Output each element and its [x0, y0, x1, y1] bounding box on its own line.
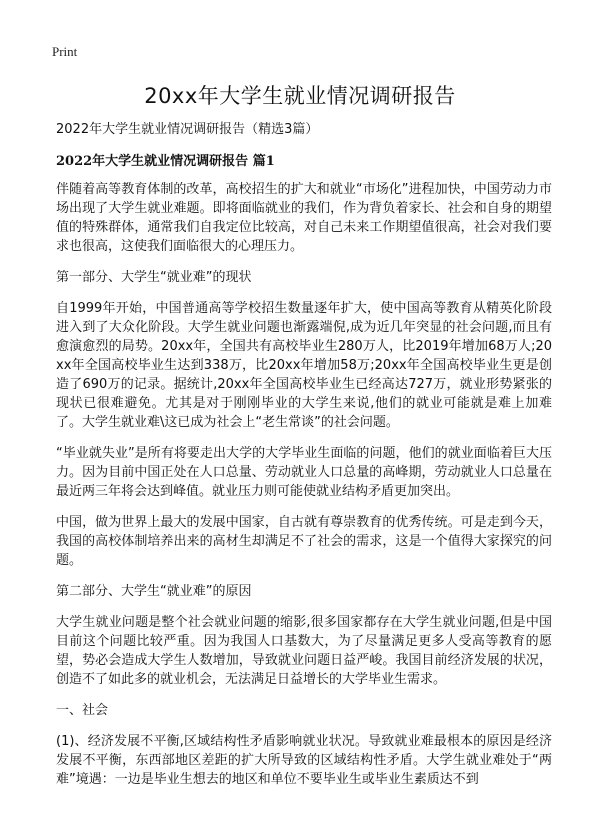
page-title: 20xx年大学生就业情况调研报告 — [144, 84, 456, 108]
document-body — [56, 120, 552, 801]
section-heading-society: 一、社会 — [56, 703, 109, 718]
paragraph-reasons: 大学生就业问题是整个社会就业问题的缩影,很多国家都存在大学生就业问题,但是中国目前这个问题比较严重。因为我国人口基数大，为了尽量满足更多人受高等教育的愿望，势必会造成大学生人数增加，导致就业问题日益严峻。我国目前经济发展的状况，创造不了如此多的就业机会，无法满足日益增长的大学毕业生需求。 — [56, 615, 552, 687]
paragraph-intro: 伴随着高等教育体制的改革，高校招生的扩大和就业“市场化”进程加快，中国劳动力市场出现了大学生就业难题。即将面临就业的我们，作为背负着家长、社会和自身的期望值的特殊群体，通常我们自我定位比较高，对自己未来工作期望值很高，社会对我们要求也很高，这使我们面临很大的心理压力。 — [56, 182, 552, 254]
print-label: Print — [52, 44, 78, 59]
article-heading: 2022年大学生就业情况调研报告 篇1 — [56, 154, 275, 169]
document-subtitle: 2022年大学生就业情况调研报告（精选3篇） — [56, 122, 319, 137]
paragraph-economy: (1)、经济发展不平衡,区域结构性矛盾影响就业状况。导致就业难最根本的原因是经济发展不平衡，东西部地区差距的扩大所导致的区域结构性矛盾。大学生就业难处于“两难”境遇：一边是毕业生想去的地区和单位不要毕业生或毕业生素质达不到 — [56, 734, 552, 787]
paragraph-unemployment: “毕业就失业”是所有将要走出大学的大学毕业生面临的问题，他们的就业面临着巨大压力。因为目前中国正处在人口总量、劳动就业人口总量的高峰期，劳动就业人口总量在最近两三年将会达到峰值。就业压力则可能使就业结构矛盾更加突出。 — [56, 446, 552, 499]
section-heading-part1: 第一部分、大学生“就业难”的现状 — [56, 270, 252, 285]
section-heading-part2: 第二部分、大学生“就业难”的原因 — [56, 584, 252, 599]
paragraph-status: 自1999年开始，中国普通高等学校招生数量逐年扩大，使中国高等教育从精英化阶段进入到了大众化阶段。大学生就业问题也渐露端倪,成为近几年突显的社会问题,而且有愈演愈烈的局势。20xx年，全国共有高校毕业生280万人，比2019年增加68万人;20xx年全国高校毕业生达到338万，比20xx年增加58万;20xx年全国高校毕业生更是创造了690万的记录。据统计,20xx年全国高校毕业生已经高达727万，就业形势紧张的现状已很难避免。尤其是对于刚刚毕业的大学生来说,他们的就业可能就是难上加难了。大学生就业难\这已成为社会上“老生常谈”的社会问题。 — [56, 301, 552, 430]
paragraph-china: 中国，做为世界上最大的发展中国家，自古就有尊崇教育的优秀传统。可是走到今天，我国的高校体制培养出来的高材生却满足不了社会的需求，这是一个值得大家探究的问题。 — [56, 515, 552, 568]
